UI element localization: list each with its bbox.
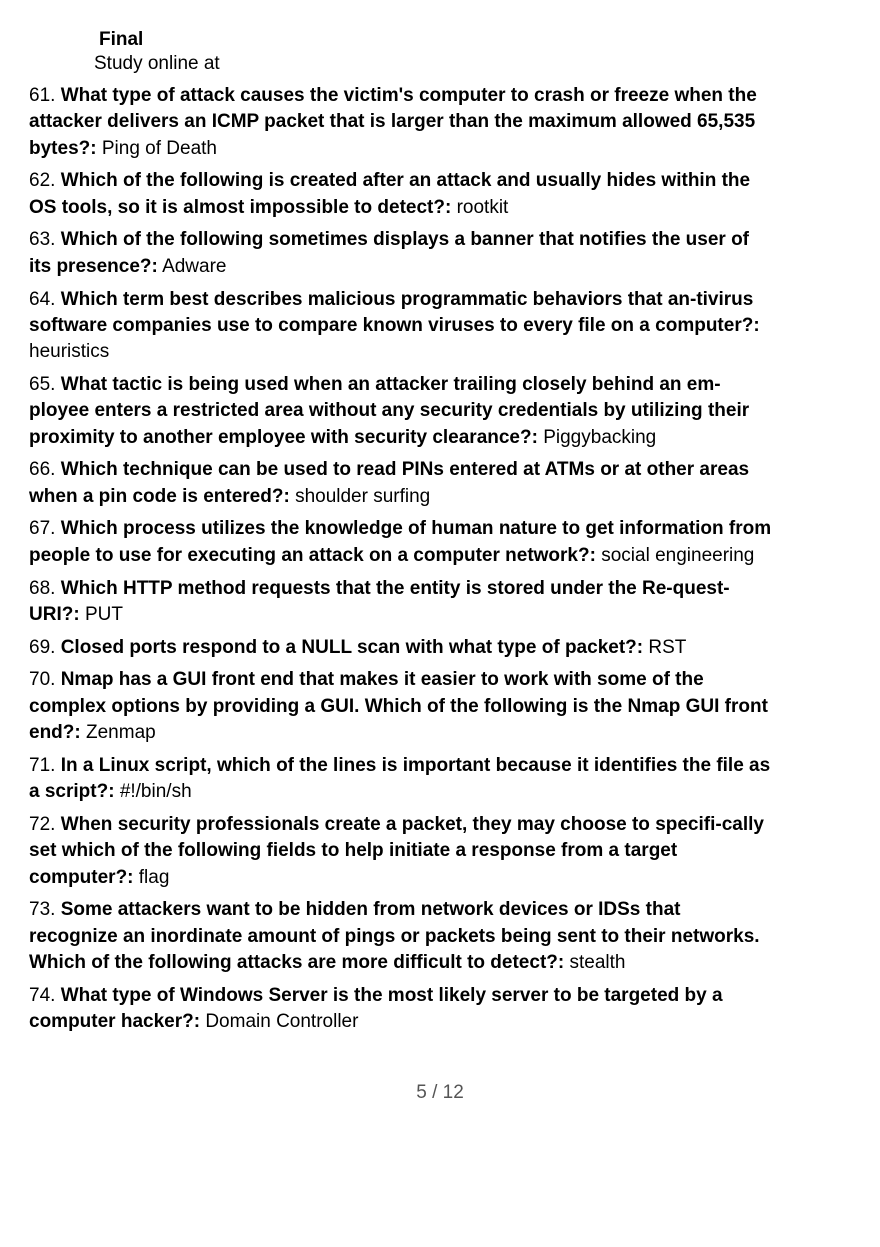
- answer-text: flag: [138, 866, 170, 888]
- answer-text: RST: [648, 636, 687, 658]
- question-item: [29, 457, 774, 510]
- question-text: Which of the following is created after an attack and usually hides within the OS tools, so it is almost impossible to detect?:: [29, 170, 751, 218]
- question-number: 64.: [29, 288, 56, 310]
- question-text: Closed ports respond to a NULL scan with what type of packet?:: [60, 636, 644, 658]
- document-title: Final: [99, 29, 144, 50]
- question-text: In a Linux script, which of the lines is important because it identifies the file as a script?:: [29, 754, 771, 803]
- question-item: [29, 576, 774, 629]
- answer-text: PUT: [84, 603, 123, 625]
- question-list: [29, 83, 774, 1042]
- question-item: [29, 667, 774, 746]
- answer-text: Domain Controller: [205, 1011, 359, 1032]
- question-text: Some attackers want to be hidden from network devices or IDSs that recognize an inordinate amount of pings or packets being sent to their networks. Which of the following attacks are more difficult to detect?:: [29, 899, 760, 973]
- question-item: [29, 227, 774, 280]
- answer-text: shoulder surfing: [295, 485, 431, 507]
- question-number: 67.: [29, 518, 56, 540]
- answer-text: heuristics: [29, 341, 110, 363]
- question-item: [29, 516, 774, 569]
- question-text: Which process utilizes the knowledge of human nature to get information from people to use for executing an attack on a computer network?:: [29, 518, 772, 566]
- answer-text: Zenmap: [86, 722, 156, 744]
- question-number: 61.: [29, 85, 56, 106]
- question-number: 70.: [29, 669, 56, 691]
- study-online-text: Study online at: [94, 53, 220, 74]
- page-number: 5 / 12: [416, 1082, 464, 1103]
- question-text: Which term best describes malicious programmatic behaviors that an-tivirus software companies use to compare known viruses to every file on a computer?:: [29, 288, 760, 336]
- question-item: [29, 287, 774, 366]
- question-item: [29, 753, 774, 806]
- page-header: [94, 28, 220, 76]
- question-text: Nmap has a GUI front end that makes it easier to work with some of the complex options by providing a GUI. Which of the following is the Nmap GUI front end?:: [29, 669, 768, 744]
- question-text: Which technique can be used to read PINs entered at ATMs or at other areas when a pin code is entered?:: [29, 459, 750, 507]
- question-item: [29, 372, 774, 451]
- question-number: 62.: [29, 170, 56, 192]
- question-item: [29, 168, 774, 221]
- question-item: [29, 635, 774, 661]
- question-number: 71.: [29, 754, 56, 776]
- answer-text: rootkit: [456, 196, 509, 218]
- question-number: 68.: [29, 577, 56, 599]
- question-text: What tactic is being used when an attacker trailing closely behind an em-ployee enters a restricted area without any security credentials by utilizing their proximity to another employee with security clearance?:: [29, 373, 750, 448]
- answer-text: Piggybacking: [543, 426, 657, 448]
- question-item: [29, 83, 774, 162]
- question-item: [29, 897, 774, 976]
- answer-text: #!/bin/sh: [119, 781, 192, 803]
- question-text: What type of attack causes the victim's computer to crash or freeze when the attacker delivers an ICMP packet that is larger than the maximum allowed 65,535 bytes?:: [29, 85, 757, 159]
- question-number: 74.: [29, 984, 56, 1006]
- question-text: What type of Windows Server is the most likely server to be targeted by a computer hacker?:: [29, 984, 723, 1032]
- question-number: 72.: [29, 813, 56, 835]
- question-text: Which of the following sometimes displays a banner that notifies the user of its presence?:: [29, 229, 750, 277]
- question-number: 65.: [29, 373, 56, 395]
- answer-text: Ping of Death: [101, 137, 217, 159]
- question-number: 63.: [29, 229, 56, 251]
- question-item: [29, 812, 774, 891]
- question-number: 73.: [29, 899, 56, 921]
- question-text: Which HTTP method requests that the entity is stored under the Re-quest-URI?:: [29, 577, 730, 625]
- question-number: 69.: [29, 636, 56, 658]
- answer-text: stealth: [569, 951, 626, 973]
- answer-text: Adware: [162, 255, 227, 277]
- question-number: 66.: [29, 459, 56, 481]
- question-item: [29, 983, 774, 1036]
- answer-text: social engineering: [601, 544, 755, 566]
- question-text: When security professionals create a packet, they may choose to specifi-cally set which of the following fields to help initiate a response from a target computer?:: [29, 813, 764, 888]
